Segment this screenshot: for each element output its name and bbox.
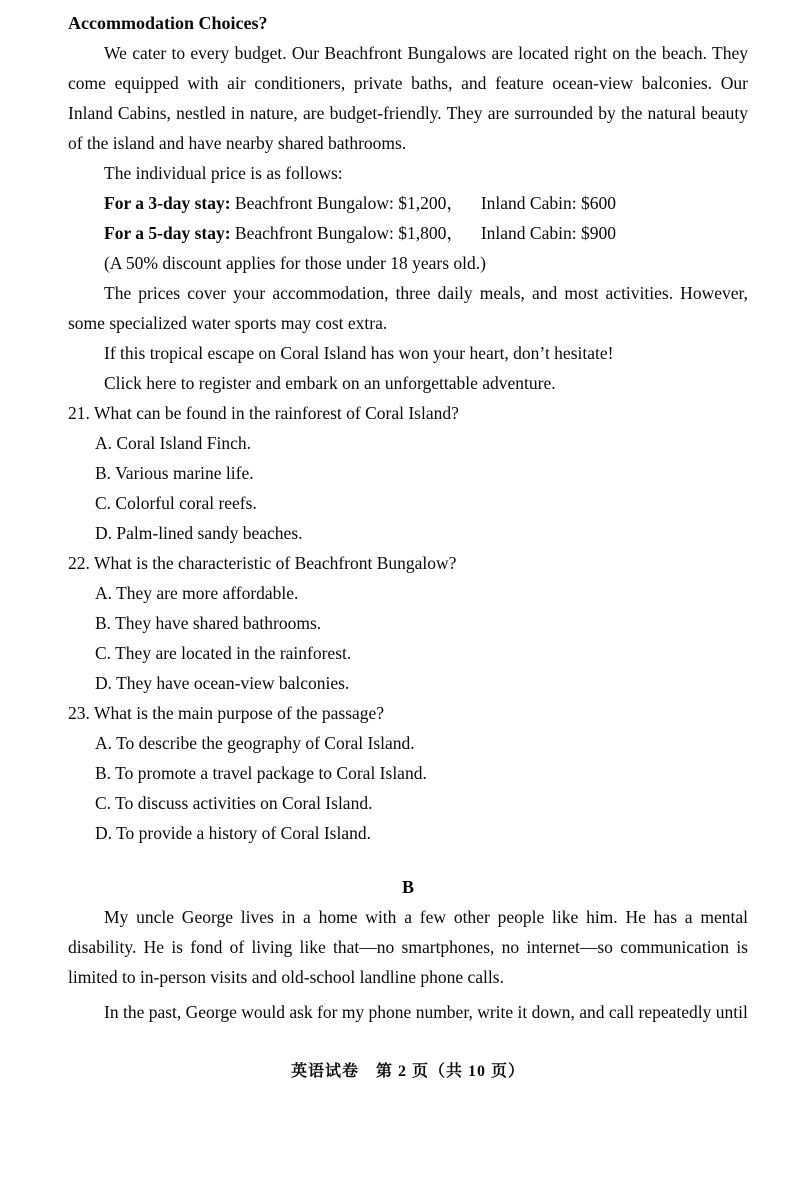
- price-5day-bungalow: Beachfront Bungalow: $1,800，: [230, 223, 464, 243]
- question-23-option-d: D. To provide a history of Coral Island.: [95, 823, 371, 843]
- question-22: [68, 548, 748, 698]
- price-3day-bungalow: Beachfront Bungalow: $1,200，: [230, 193, 464, 213]
- question-22-option-c: C. They are located in the rainforest.: [95, 643, 352, 663]
- cta-line-2: Click here to register and embark on an unforgettable adventure.: [104, 373, 556, 393]
- question-21: [68, 398, 748, 548]
- question-22-option-b: B. They have shared bathrooms.: [95, 613, 322, 633]
- question-21-option-a: A. Coral Island Finch.: [95, 433, 252, 453]
- price-intro-line: The individual price is as follows:: [104, 163, 343, 183]
- page-footer: 英语试卷 第 2 页（共 10 页）: [290, 1063, 525, 1080]
- price-5day-label: For a 5-day stay:: [104, 223, 231, 243]
- price-3day-cabin: Inland Cabin: $600: [480, 193, 616, 213]
- question-22-stem: [68, 548, 748, 578]
- question-23: [68, 698, 748, 848]
- question-21-number: 21.: [68, 403, 90, 423]
- passage-a-heading: Accommodation Choices?: [68, 13, 268, 33]
- passage-b-paragraph-2: In the past, George would ask for my phone number, write it down, and call repeatedly until: [104, 1002, 748, 1022]
- question-23-number: 23.: [68, 703, 90, 723]
- question-23-option-c: C. To discuss activities on Coral Island.: [95, 793, 373, 813]
- question-22-text: What is the characteristic of Beachfront Bungalow?: [93, 553, 457, 573]
- passage-b-paragraph-1: My uncle George lives in a home with a few other people like him. He has a mental disability. He is fond of living like that—no smartphones, no internet—so communication is limited to in-person visits and old-school landline phone calls.: [68, 907, 748, 987]
- price-3day-label: For a 3-day stay:: [104, 193, 231, 213]
- question-23-text: What is the main purpose of the passage?: [93, 703, 385, 723]
- question-23-stem: [68, 698, 748, 728]
- discount-note-line: (A 50% discount applies for those under 18 years old.): [104, 253, 487, 273]
- price-line-5day: [68, 218, 748, 248]
- passage-a-intro-paragraph: We cater to every budget. Our Beachfront Bungalows are located right on the beach. They come equipped with air conditioners, private baths, and feature ocean-view balconies. Our Inland Cabins, nestled in nature, are budget-friendly. They are surrounded by the natural beauty of the island and have nearby shared bathrooms.: [68, 43, 748, 153]
- question-21-option-b: B. Various marine life.: [95, 463, 254, 483]
- question-22-option-d: D. They have ocean-view balconies.: [95, 673, 350, 693]
- passage-a-prices-paragraph: The prices cover your accommodation, three daily meals, and most activities. However, some specialized water sports may cost extra.: [68, 283, 748, 333]
- cta-line-1: If this tropical escape on Coral Island has won your heart, don’t hesitate!: [104, 343, 614, 363]
- question-22-option-a: A. They are more affordable.: [95, 583, 299, 603]
- question-23-option-b: B. To promote a travel package to Coral Island.: [95, 763, 427, 783]
- question-21-text: What can be found in the rainforest of Coral Island?: [93, 403, 459, 423]
- question-23-option-a: A. To describe the geography of Coral Island.: [95, 733, 415, 753]
- question-21-stem: [68, 398, 748, 428]
- passage-b-label: B: [401, 877, 414, 897]
- question-21-option-d: D. Palm-lined sandy beaches.: [95, 523, 303, 543]
- price-5day-cabin: Inland Cabin: $900: [480, 223, 616, 243]
- question-21-option-c: C. Colorful coral reefs.: [95, 493, 257, 513]
- price-line-3day: [68, 188, 748, 218]
- question-22-number: 22.: [68, 553, 90, 573]
